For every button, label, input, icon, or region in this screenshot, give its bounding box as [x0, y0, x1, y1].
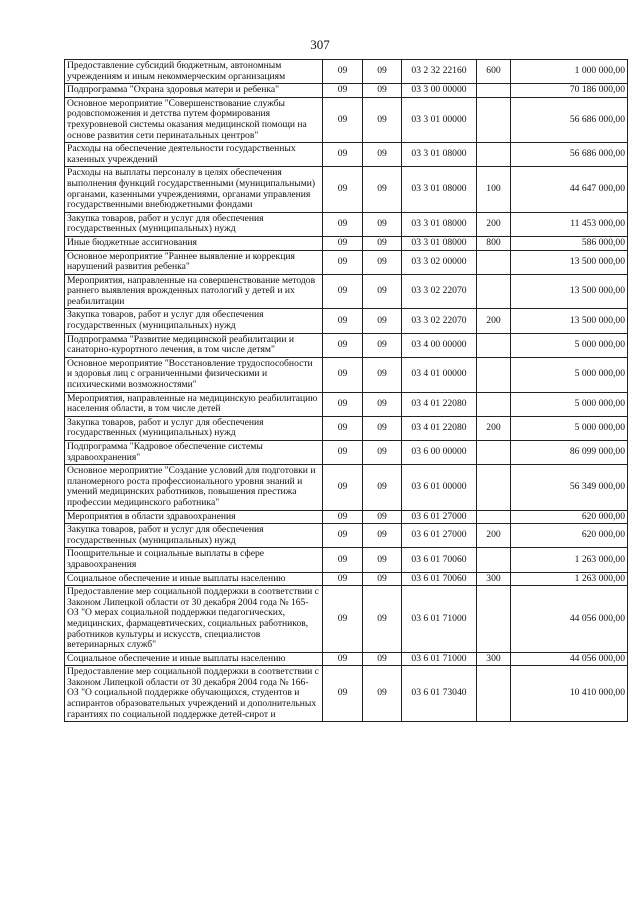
row-subsection-cell: 09 [363, 416, 402, 440]
row-section-cell: 09 [323, 392, 363, 416]
row-amount-cell: 13 500 000,00 [511, 309, 628, 333]
budget-rows [65, 60, 628, 722]
row-amount-cell: 5 000 000,00 [511, 333, 628, 357]
row-code-cell: 03 4 00 00000 [402, 333, 477, 357]
table-row [65, 392, 628, 416]
row-name-cell: Социальное обеспечение и иные выплаты населению [65, 572, 323, 586]
row-expense-type-cell [477, 333, 511, 357]
row-amount-cell: 56 686 000,00 [511, 97, 628, 142]
row-subsection-cell: 09 [363, 236, 402, 250]
row-subsection-cell: 09 [363, 524, 402, 548]
row-subsection-cell: 09 [363, 548, 402, 572]
row-subsection-cell: 09 [363, 250, 402, 274]
row-amount-cell: 10 410 000,00 [511, 666, 628, 722]
row-expense-type-cell: 300 [477, 652, 511, 666]
table-row [65, 167, 628, 212]
row-amount-cell: 620 000,00 [511, 510, 628, 524]
row-expense-type-cell: 100 [477, 167, 511, 212]
row-subsection-cell: 09 [363, 441, 402, 465]
row-expense-type-cell [477, 274, 511, 309]
table-row [65, 441, 628, 465]
row-expense-type-cell [477, 510, 511, 524]
row-expense-type-cell: 600 [477, 60, 511, 84]
row-section-cell: 09 [323, 84, 363, 98]
row-expense-type-cell [477, 465, 511, 510]
budget-table [64, 59, 628, 722]
row-name-cell: Основное мероприятие "Раннее выявление и коррекция нарушений развития ребенка" [65, 250, 323, 274]
row-amount-cell: 56 686 000,00 [511, 143, 628, 167]
row-code-cell: 03 6 01 27000 [402, 510, 477, 524]
row-section-cell: 09 [323, 441, 363, 465]
row-expense-type-cell: 200 [477, 524, 511, 548]
row-expense-type-cell [477, 250, 511, 274]
row-name-cell: Предоставление субсидий бюджетным, автономным учреждениям и иным некоммерческим организациям [65, 60, 323, 84]
row-section-cell: 09 [323, 60, 363, 84]
row-section-cell: 09 [323, 309, 363, 333]
row-section-cell: 09 [323, 666, 363, 722]
row-expense-type-cell [477, 586, 511, 653]
row-name-cell: Закупка товаров, работ и услуг для обеспечения государственных (муниципальных) нужд [65, 309, 323, 333]
row-name-cell: Закупка товаров, работ и услуг для обеспечения государственных (муниципальных) нужд [65, 212, 323, 236]
row-section-cell: 09 [323, 357, 363, 392]
row-code-cell: 03 3 01 00000 [402, 97, 477, 142]
row-amount-cell: 586 000,00 [511, 236, 628, 250]
row-code-cell: 03 3 01 08000 [402, 167, 477, 212]
row-name-cell: Основное мероприятие "Совершенствование службы родовспоможения и детства путем формирования трехуровневой системы оказания медицинской помощи на основе развития сети перинатальных центров" [65, 97, 323, 142]
row-code-cell: 03 3 02 22070 [402, 274, 477, 309]
row-name-cell: Поощрительные и социальные выплаты в сфере здравоохранения [65, 548, 323, 572]
table-row [65, 250, 628, 274]
row-section-cell: 09 [323, 212, 363, 236]
row-amount-cell: 70 186 000,00 [511, 84, 628, 98]
row-code-cell: 03 6 01 00000 [402, 465, 477, 510]
table-row [65, 84, 628, 98]
row-name-cell: Предоставление мер социальной поддержки в соответствии с Законом Липецкой области от 30 декабря 2004 года № 166-ОЗ "О социальной поддержке обучающихся, студентов и аспирантов образовательных учреждений и дополнительных гарантиях по социальной поддержке детей-сирот и [65, 666, 323, 722]
row-name-cell: Предоставление мер социальной поддержки в соответствии с Законом Липецкой области от 30 декабря 2004 года № 165-ОЗ "О мерах социальной поддержки педагогических, медицинских, фармацевтических, социальных работников, работников культуры и искусств, специалистов ветеринарных служб" [65, 586, 323, 653]
table-row [65, 212, 628, 236]
row-amount-cell: 1 263 000,00 [511, 572, 628, 586]
row-code-cell: 03 6 01 71000 [402, 652, 477, 666]
row-name-cell: Иные бюджетные ассигнования [65, 236, 323, 250]
row-code-cell: 03 3 01 08000 [402, 212, 477, 236]
row-name-cell: Закупка товаров, работ и услуг для обеспечения государственных (муниципальных) нужд [65, 524, 323, 548]
row-code-cell: 03 6 01 70060 [402, 548, 477, 572]
row-subsection-cell: 09 [363, 167, 402, 212]
row-section-cell: 09 [323, 416, 363, 440]
row-code-cell: 03 6 01 70060 [402, 572, 477, 586]
row-code-cell: 03 4 01 00000 [402, 357, 477, 392]
row-name-cell: Расходы на выплаты персоналу в целях обеспечения выполнения функций государственными (муниципальными) органами, казенными учреждениями, органами управления государственными внебюджетными фондами [65, 167, 323, 212]
table-row [65, 236, 628, 250]
row-subsection-cell: 09 [363, 309, 402, 333]
row-section-cell: 09 [323, 572, 363, 586]
row-section-cell: 09 [323, 652, 363, 666]
table-row [65, 60, 628, 84]
row-subsection-cell: 09 [363, 357, 402, 392]
row-expense-type-cell: 200 [477, 212, 511, 236]
row-name-cell: Основное мероприятие "Создание условий для подготовки и планомерного роста профессионального уровня знаний и умений медицинских работников, повышения престижа профессии медицинского работника" [65, 465, 323, 510]
row-code-cell: 03 2 32 22160 [402, 60, 477, 84]
row-code-cell: 03 3 01 08000 [402, 236, 477, 250]
table-row [65, 357, 628, 392]
row-section-cell: 09 [323, 274, 363, 309]
row-expense-type-cell [477, 357, 511, 392]
row-expense-type-cell [477, 84, 511, 98]
row-name-cell: Расходы на обеспечение деятельности государственных казенных учреждений [65, 143, 323, 167]
row-amount-cell: 5 000 000,00 [511, 357, 628, 392]
row-amount-cell: 1 263 000,00 [511, 548, 628, 572]
row-expense-type-cell: 200 [477, 416, 511, 440]
row-name-cell: Подпрограмма "Охрана здоровья матери и ребенка" [65, 84, 323, 98]
row-expense-type-cell: 300 [477, 572, 511, 586]
row-amount-cell: 620 000,00 [511, 524, 628, 548]
row-code-cell: 03 3 02 00000 [402, 250, 477, 274]
row-subsection-cell: 09 [363, 212, 402, 236]
row-name-cell: Подпрограмма "Развитие медицинской реабилитации и санаторно-курортного лечения, в том числе детям" [65, 333, 323, 357]
row-section-cell: 09 [323, 236, 363, 250]
row-amount-cell: 13 500 000,00 [511, 274, 628, 309]
table-row [65, 97, 628, 142]
row-amount-cell: 5 000 000,00 [511, 392, 628, 416]
row-subsection-cell: 09 [363, 97, 402, 142]
row-amount-cell: 13 500 000,00 [511, 250, 628, 274]
table-row [65, 416, 628, 440]
row-name-cell: Подпрограмма "Кадровое обеспечение системы здравоохранения" [65, 441, 323, 465]
row-code-cell: 03 6 01 27000 [402, 524, 477, 548]
row-expense-type-cell [477, 548, 511, 572]
row-expense-type-cell [477, 97, 511, 142]
row-section-cell: 09 [323, 586, 363, 653]
table-row [65, 274, 628, 309]
row-code-cell: 03 4 01 22080 [402, 392, 477, 416]
page-number: 307 [310, 37, 330, 52]
row-name-cell: Мероприятия, направленные на совершенствование методов раннего выявления врожденных патологий у детей и их реабилитации [65, 274, 323, 309]
row-section-cell: 09 [323, 510, 363, 524]
row-section-cell: 09 [323, 548, 363, 572]
row-code-cell: 03 6 01 73040 [402, 666, 477, 722]
row-subsection-cell: 09 [363, 652, 402, 666]
row-code-cell: 03 6 01 71000 [402, 586, 477, 653]
row-amount-cell: 44 647 000,00 [511, 167, 628, 212]
row-section-cell: 09 [323, 97, 363, 142]
table-row [65, 548, 628, 572]
table-row [65, 465, 628, 510]
row-subsection-cell: 09 [363, 333, 402, 357]
row-subsection-cell: 09 [363, 586, 402, 653]
row-name-cell: Социальное обеспечение и иные выплаты населению [65, 652, 323, 666]
row-subsection-cell: 09 [363, 392, 402, 416]
table-row [65, 333, 628, 357]
row-subsection-cell: 09 [363, 60, 402, 84]
row-name-cell: Основное мероприятие "Восстановление трудоспособности и здоровья лиц с ограниченными физическими и психическими возможностями" [65, 357, 323, 392]
table-row [65, 143, 628, 167]
table-row [65, 524, 628, 548]
row-section-cell: 09 [323, 250, 363, 274]
row-name-cell: Закупка товаров, работ и услуг для обеспечения государственных (муниципальных) нужд [65, 416, 323, 440]
table-row [65, 309, 628, 333]
row-code-cell: 03 4 01 22080 [402, 416, 477, 440]
row-subsection-cell: 09 [363, 666, 402, 722]
row-subsection-cell: 09 [363, 572, 402, 586]
row-amount-cell: 56 349 000,00 [511, 465, 628, 510]
row-expense-type-cell [477, 441, 511, 465]
row-name-cell: Мероприятия, направленные на медицинскую реабилитацию населения области, в том числе детей [65, 392, 323, 416]
row-amount-cell: 5 000 000,00 [511, 416, 628, 440]
row-code-cell: 03 6 00 00000 [402, 441, 477, 465]
row-expense-type-cell [477, 392, 511, 416]
row-amount-cell: 1 000 000,00 [511, 60, 628, 84]
row-subsection-cell: 09 [363, 84, 402, 98]
row-section-cell: 09 [323, 167, 363, 212]
row-expense-type-cell: 800 [477, 236, 511, 250]
row-section-cell: 09 [323, 465, 363, 510]
row-expense-type-cell [477, 143, 511, 167]
table-row [65, 510, 628, 524]
row-code-cell: 03 3 00 00000 [402, 84, 477, 98]
row-amount-cell: 86 099 000,00 [511, 441, 628, 465]
row-amount-cell: 44 056 000,00 [511, 652, 628, 666]
table-row [65, 652, 628, 666]
row-section-cell: 09 [323, 143, 363, 167]
row-subsection-cell: 09 [363, 465, 402, 510]
row-code-cell: 03 3 01 08000 [402, 143, 477, 167]
row-subsection-cell: 09 [363, 143, 402, 167]
row-name-cell: Мероприятия в области здравоохранения [65, 510, 323, 524]
table-row [65, 572, 628, 586]
row-amount-cell: 44 056 000,00 [511, 586, 628, 653]
row-section-cell: 09 [323, 333, 363, 357]
row-expense-type-cell [477, 666, 511, 722]
table-row [65, 586, 628, 653]
row-code-cell: 03 3 02 22070 [402, 309, 477, 333]
row-subsection-cell: 09 [363, 510, 402, 524]
table-row [65, 666, 628, 722]
row-amount-cell: 11 453 000,00 [511, 212, 628, 236]
row-expense-type-cell: 200 [477, 309, 511, 333]
row-subsection-cell: 09 [363, 274, 402, 309]
row-section-cell: 09 [323, 524, 363, 548]
